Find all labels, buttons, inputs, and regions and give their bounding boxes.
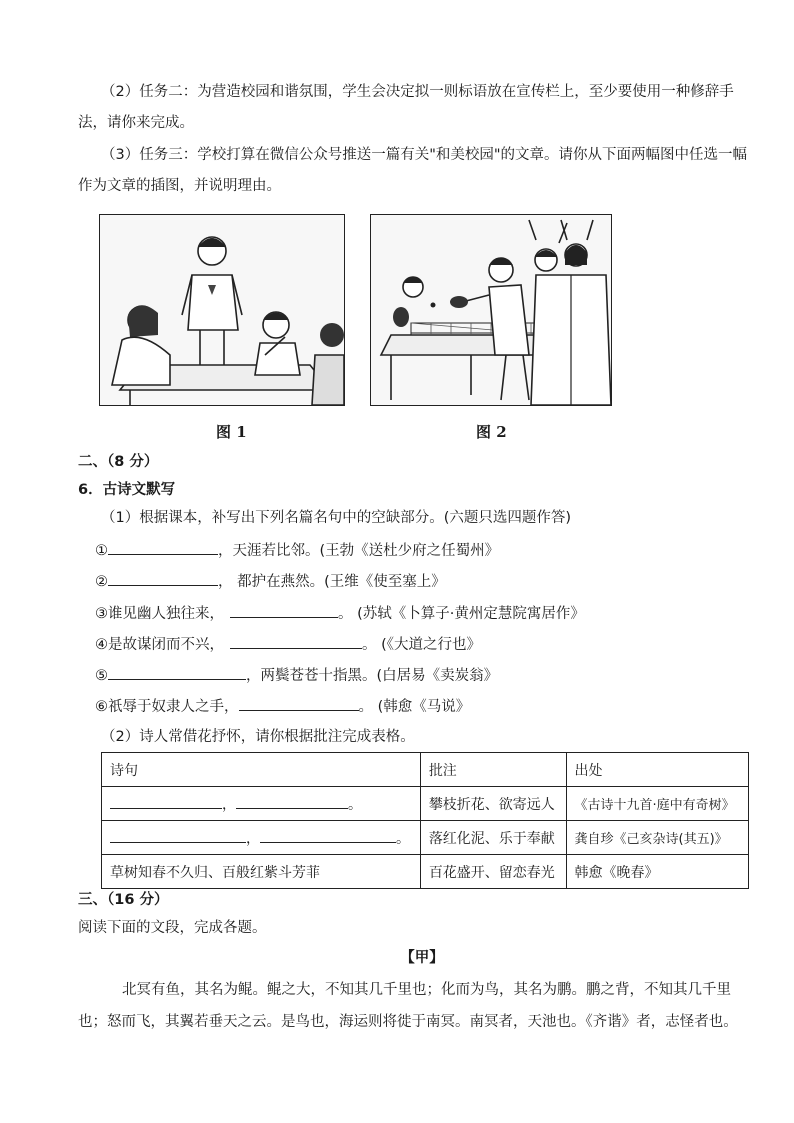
sub-question-2: （2）诗人常借花抒怀，请你根据批注完成表格。 [101,729,415,745]
figure-2-illustration [370,214,612,406]
passage-line-2: 也；怒而飞，其翼若垂天之云。是鸟也，海运则将徙于南冥。南冥者，天池也。《齐谐》者，志怪者也。 [78,1014,738,1030]
figure-1-illustration [99,214,345,406]
section-2-heading: 二、（8 分） [78,454,159,470]
table-row [102,821,749,855]
note-cell: 百花盛开、留恋春光 [420,855,566,889]
figure-1-caption: 图 1 [216,423,247,441]
item-number: ⑤ [95,668,108,684]
note-cell: 攀枝折花、欲寄远人 [420,787,566,821]
item-number: ② [95,574,108,590]
note-cell: 落红化泥、乐于奉献 [420,821,566,855]
item-post: 。 (《大道之行也》 [362,637,482,653]
item-text: ，两鬓苍苍十指黑。(白居易《卖炭翁》 [246,668,499,684]
recite-item-3 [95,603,585,624]
header-source: 出处 [566,753,748,787]
item-number: ③ [95,606,108,622]
figure-2-caption: 图 2 [476,423,507,441]
recite-item-5 [95,665,498,686]
question-6-title: 6．古诗文默写 [78,482,176,498]
answer-blank[interactable] [108,571,218,586]
passage-line-1: 北冥有鱼，其名为鲲。鲲之大，不知其几千里也；化而为鸟，其名为鹏。鹏之背，不知其几千里 [122,982,731,998]
answer-blank[interactable] [260,828,396,843]
item-number: ① [95,543,108,559]
answer-blank[interactable] [110,794,222,809]
table-row [102,855,749,889]
source-cell: 龚自珍《己亥杂诗(其五)》 [566,821,748,855]
item-number: ④ [95,637,108,653]
header-poem: 诗句 [102,753,421,787]
item-number: ⑥ [95,699,108,715]
header-note: 批注 [420,753,566,787]
item-pre: 谁见幽人独往来， [108,606,224,622]
answer-blank[interactable] [108,540,218,555]
item-post: 。 (韩愈《马说》 [358,699,471,715]
table-tennis-drawing [371,215,611,405]
source-cell: 《古诗十九首·庭中有奇树》 [566,787,748,821]
item-post: 。 (苏轼《卜算子·黄州定慧院寓居作》 [338,606,585,622]
answer-blank[interactable] [110,828,246,843]
answer-blank[interactable] [230,603,338,618]
item-pre: 祇辱于奴隶人之手， [108,699,239,715]
sub-question-1: （1）根据课本，补写出下列名篇名句中的空缺部分。(六题只选四题作答) [101,510,572,526]
task3-line2: 作为文章的插图，并说明理由。 [78,178,281,194]
answer-blank[interactable] [230,634,362,649]
classroom-drawing [100,215,344,405]
item-pre: 是故谋闭而不兴， [108,637,224,653]
poem-cell: ， 。 [102,821,421,855]
task2-line1: （2）任务二：为营造校园和谐氛围，学生会决定拟一则标语放在宣传栏上，至少要使用一种修辞手 [101,84,734,100]
item-text: ， 都护在燕然。(王维《使至塞上》 [218,574,446,590]
recite-item-2 [95,571,446,592]
task2-line2: 法，请你来完成。 [78,115,194,131]
table-row [102,787,749,821]
answer-blank[interactable] [236,794,348,809]
poem-cell: 草树知春不久归、百般红紫斗芳菲 [102,855,421,889]
recite-item-6 [95,696,470,717]
answer-blank[interactable] [239,696,359,711]
table-header-row [102,753,749,787]
recite-item-4 [95,634,481,655]
passage-title: 【甲】 [400,950,444,966]
poem-table [101,752,749,889]
answer-blank[interactable] [108,665,246,680]
item-text: ，天涯若比邻。(王勃《送杜少府之任蜀州》 [218,543,500,559]
task3-line1: （3）任务三：学校打算在微信公众号推送一篇有关"和美校园"的文章。请你从下面两幅图中任选一幅 [101,147,748,163]
section-3-heading: 三、（16 分） [78,892,169,908]
recite-item-1 [95,540,499,561]
poem-cell: ， 。 [102,787,421,821]
source-cell: 韩愈《晚春》 [566,855,748,889]
section-3-intro: 阅读下面的文段，完成各题。 [78,920,267,936]
